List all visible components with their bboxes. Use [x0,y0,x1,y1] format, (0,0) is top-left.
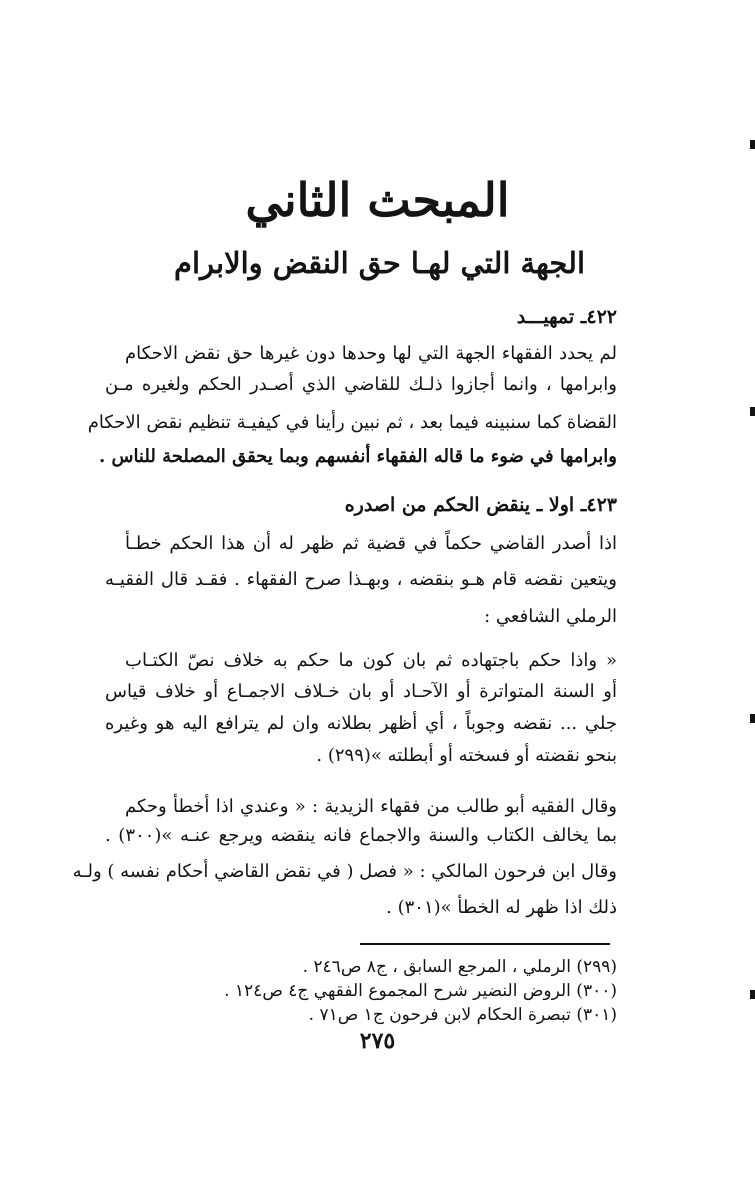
paragraph-line: ويتعين نقضه قام هـو بنقضه ، وبهـذا صرح الفقهاء . فقـد قال الفقيـه [105,569,617,590]
paragraph-line: بما يخالف الكتاب والسنة والاجماع فانه ينقضه ويرجع عنـه »(٣٠٠) . [105,825,617,846]
paragraph-line: وابرامها في ضوء ما قاله الفقهاء أنفسهم وبما يحقق المصلحة للناس . [98,446,617,467]
binding-mark [750,407,755,416]
footnote-separator [360,943,610,945]
footnote-299: (٢٩٩) الرملي ، المرجع السابق ، ج٨ ص٢٤٦ . [302,957,617,977]
footnote-301: (٣٠١) تبصرة الحكام لابن فرحون ج١ ص٧١ . [308,1005,617,1025]
quote-line: جلي ... نقضه وجوباً ، أي أظهر بطلانه وان لم يترافع اليه هو وغيره [105,713,617,734]
chapter-subtitle: الجهة التي لهـا حق النقض والابرام [174,246,585,280]
paragraph-line: وقال ابن فرحون المالكي : « فصل ( في نقض القاضي أحكام نفسه ) ولـه [72,861,617,882]
binding-mark [750,140,755,149]
page-number: ٢٧٥ [359,1028,396,1054]
quote-line: « واذا حكم باجتهاده ثم بان كون ما حكم به خلاف نصّ الكتـاب [125,650,617,671]
quote-line: أو السنة المتواترة أو الآحـاد أو بان خـلاف الاجمـاع أو خلاف قياس [105,681,617,702]
binding-mark [750,714,755,723]
paragraph-line: اذا أصدر القاضي حكماً في قضية ثم ظهر له أن هذا الحكم خطـأ [125,533,617,554]
paragraph-line: وابرامها ، وانما أجازوا ذلـك للقاضي الذي أصـدر الحكم ولغيره مـن [105,374,617,395]
section-422-heading: ٤٢٢ـ تمهيـــد [516,306,617,328]
footnote-300: (٣٠٠) الروض النضير شرح المجموع الفقهي ج٤ ص١٢٤ . [224,981,617,1001]
quote-line: بنحو نقضته أو فسخته أو أبطلته »(٢٩٩) . [316,745,617,766]
paragraph-line: لم يحدد الفقهاء الجهة التي لها وحدها دون غيرها حق نقض الاحكام [125,343,617,364]
chapter-title: المبحث الثاني [245,173,510,227]
paragraph-line: وقال الفقيه أبو طالب من فقهاء الزيدية : « وعندي اذا أخطأ وحكم [125,796,617,817]
paragraph-line: الرملي الشافعي : [484,606,617,627]
section-423-heading: ٤٢٣ـ اولا ـ ينقض الحكم من اصدره [344,494,617,516]
binding-mark [750,990,755,999]
paragraph-line: ذلك اذا ظهر له الخطأ »(٣٠١) . [386,897,617,918]
paragraph-line: القضاة كما سنبينه فيما بعد ، ثم نبين رأينا في كيفيـة تنظيم نقض الاحكام [87,412,617,433]
